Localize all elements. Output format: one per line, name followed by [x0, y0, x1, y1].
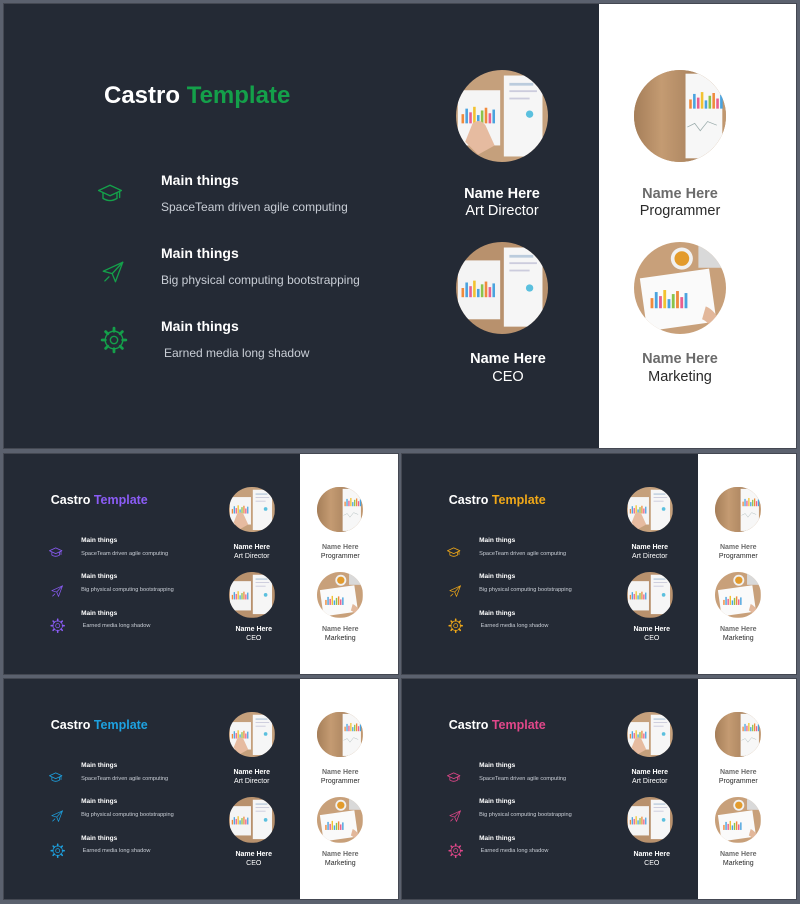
team-member-card — [698, 454, 778, 674]
feature-description: Earned media long shadow — [480, 623, 549, 630]
member-role: CEO — [644, 634, 660, 642]
member-role: Marketing — [324, 859, 356, 867]
slide-title — [51, 718, 148, 732]
team-member-card — [214, 679, 294, 899]
gear-icon — [448, 843, 463, 858]
member-name: Name Here — [719, 850, 757, 858]
feature-heading: Main things — [161, 318, 239, 334]
feature-heading: Main things — [479, 798, 516, 806]
graduation-cap-icon — [96, 180, 124, 208]
member-role: Programmer — [320, 777, 360, 785]
feature-heading: Main things — [479, 537, 516, 545]
title-main: Castro — [50, 717, 91, 732]
member-name: Name Here — [642, 351, 718, 367]
paper-plane-icon — [50, 809, 64, 823]
member-name: Name Here — [631, 544, 669, 552]
member-name: Name Here — [719, 544, 757, 552]
slide-main[interactable] — [4, 4, 796, 448]
member-name: Name Here — [470, 351, 546, 367]
feature-heading: Main things — [81, 609, 118, 617]
graduation-cap-icon — [446, 545, 461, 560]
title-accent: Template — [93, 717, 148, 732]
feature-description: Big physical computing bootstrapping — [479, 812, 572, 819]
member-name: Name Here — [321, 850, 359, 858]
feature-heading: Main things — [479, 762, 516, 770]
team-member-card — [612, 454, 692, 674]
member-role: Art Director — [234, 777, 270, 785]
member-name: Name Here — [719, 769, 757, 777]
feature-heading: Main things — [81, 762, 118, 770]
team-member-card — [214, 454, 294, 674]
member-name: Name Here — [631, 769, 669, 777]
title-main: Castro — [50, 492, 91, 507]
slide-variant-1[interactable] — [4, 454, 398, 674]
paper-plane-icon — [100, 259, 126, 285]
graduation-cap-icon — [48, 770, 63, 785]
feature-description: Big physical computing bootstrapping — [479, 587, 572, 594]
paper-plane-icon — [448, 809, 462, 823]
member-name: Name Here — [233, 544, 271, 552]
member-role: CEO — [246, 859, 262, 867]
member-name: Name Here — [633, 850, 671, 858]
graduation-cap-icon — [446, 770, 461, 785]
feature-heading: Main things — [81, 573, 118, 581]
member-role: Programmer — [718, 777, 758, 785]
slide-variant-3[interactable] — [4, 679, 398, 899]
team-member-card — [300, 454, 380, 674]
feature-description: Big physical computing bootstrapping — [81, 587, 174, 594]
gear-icon — [50, 618, 65, 633]
member-role: CEO — [246, 634, 262, 642]
feature-description: SpaceTeam driven agile computing — [161, 200, 348, 214]
slide-title — [449, 718, 546, 732]
member-role: Programmer — [718, 552, 758, 560]
slide-title — [51, 493, 148, 507]
slide-title — [104, 82, 290, 110]
member-name: Name Here — [321, 625, 359, 633]
member-name: Name Here — [235, 850, 273, 858]
gear-icon — [100, 326, 128, 354]
member-name: Name Here — [233, 769, 271, 777]
member-role: Programmer — [639, 203, 721, 219]
member-role: Art Director — [465, 203, 539, 219]
slide-title — [449, 493, 546, 507]
feature-description: SpaceTeam driven agile computing — [479, 551, 567, 558]
title-accent: Template — [491, 492, 546, 507]
team-member-card — [698, 679, 778, 899]
member-role: Marketing — [324, 634, 356, 642]
member-name: Name Here — [321, 544, 359, 552]
title-accent: Template — [491, 717, 546, 732]
graduation-cap-icon — [48, 545, 63, 560]
member-name: Name Here — [235, 625, 273, 633]
member-role: CEO — [492, 369, 524, 385]
title-accent: Template — [93, 492, 148, 507]
gear-icon — [50, 843, 65, 858]
feature-description: Big physical computing bootstrapping — [81, 812, 174, 819]
feature-description: Earned media long shadow — [480, 848, 549, 855]
member-role: Marketing — [722, 859, 754, 867]
member-role: CEO — [644, 859, 660, 867]
title-main: Castro — [448, 492, 489, 507]
slide-variant-4[interactable] — [402, 679, 796, 899]
team-member-card — [428, 4, 588, 448]
member-name: Name Here — [719, 625, 757, 633]
member-name: Name Here — [464, 186, 540, 202]
member-name: Name Here — [321, 769, 359, 777]
member-role: Marketing — [722, 634, 754, 642]
paper-plane-icon — [50, 584, 64, 598]
team-member-card — [600, 4, 760, 448]
feature-heading: Main things — [81, 834, 118, 842]
feature-heading: Main things — [161, 172, 239, 188]
feature-description: Earned media long shadow — [82, 623, 151, 630]
feature-description: Earned media long shadow — [82, 848, 151, 855]
team-member-card — [300, 679, 380, 899]
feature-description: SpaceTeam driven agile computing — [479, 776, 567, 783]
feature-description: SpaceTeam driven agile computing — [81, 776, 169, 783]
feature-heading: Main things — [161, 245, 239, 261]
title-accent: Template — [186, 82, 291, 109]
member-name: Name Here — [633, 625, 671, 633]
member-role: Art Director — [632, 777, 668, 785]
paper-plane-icon — [448, 584, 462, 598]
feature-description: SpaceTeam driven agile computing — [81, 551, 169, 558]
feature-heading: Main things — [479, 573, 516, 581]
feature-heading: Main things — [81, 798, 118, 806]
feature-description: Earned media long shadow — [164, 346, 310, 360]
feature-description: Big physical computing bootstrapping — [161, 273, 360, 287]
feature-heading: Main things — [479, 609, 516, 617]
feature-heading: Main things — [81, 537, 118, 545]
member-name: Name Here — [642, 186, 718, 202]
member-role: Marketing — [648, 369, 712, 385]
gear-icon — [448, 618, 463, 633]
title-main: Castro — [448, 717, 489, 732]
team-member-card — [612, 679, 692, 899]
feature-heading: Main things — [479, 834, 516, 842]
member-role: Art Director — [234, 552, 270, 560]
member-role: Art Director — [632, 552, 668, 560]
member-role: Programmer — [320, 552, 360, 560]
slide-variant-2[interactable] — [402, 454, 796, 674]
title-main: Castro — [104, 82, 181, 109]
